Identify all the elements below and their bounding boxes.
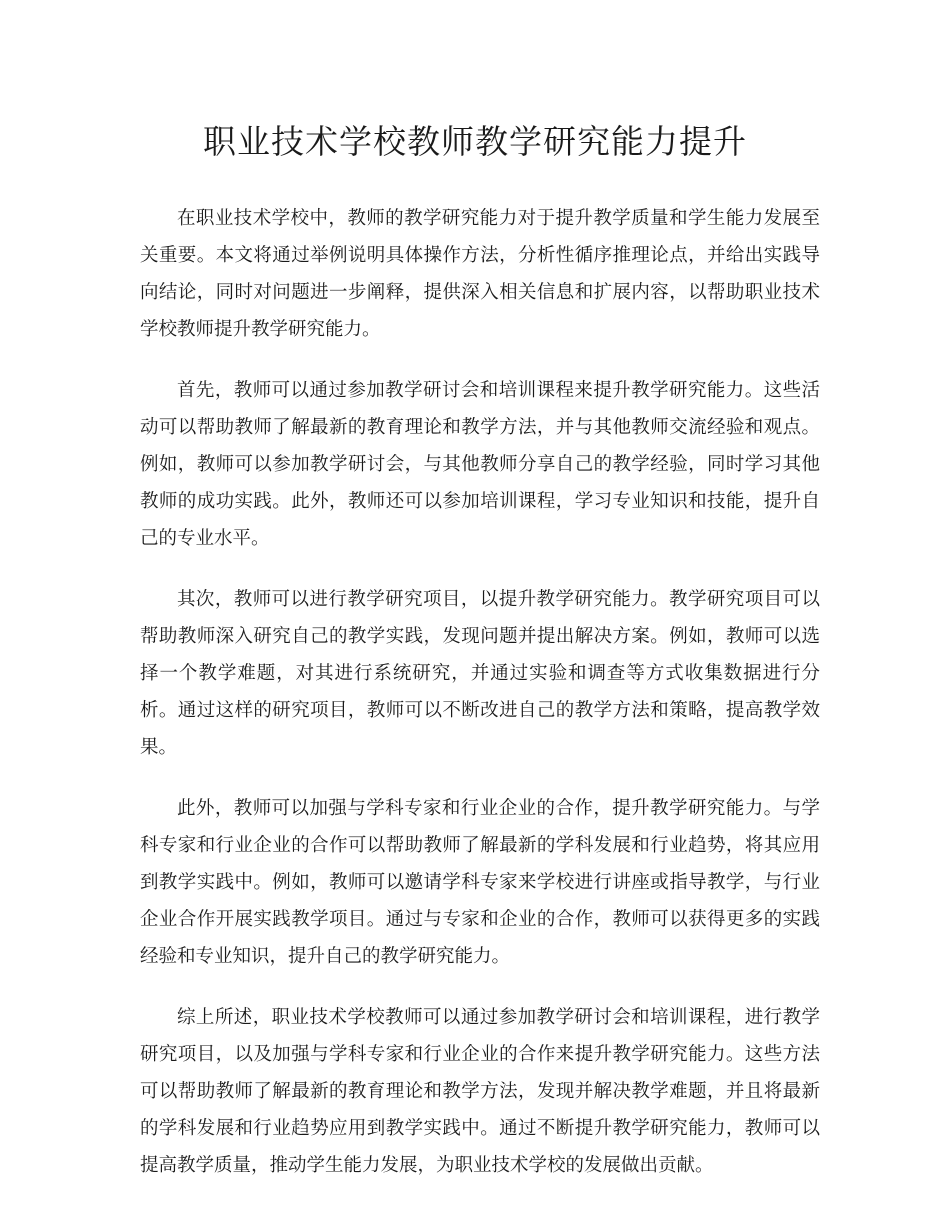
paragraph-conclusion: 综上所述，职业技术学校教师可以通过参加教学研讨会和培训课程，进行教学研究项目，以及加强与学科专家和行业企业的合作来提升教学研究能力。这些方法可以帮助教师了解最新的教育理论和教学方法，发现并解决教学难题，并且将最新的学科发展和行业趋势应用到教学实践中。通过不断提升教学研究能力，教师可以提高教学质量，推动学生能力发展，为职业技术学校的发展做出贡献。 (140, 1007, 820, 1176)
document-body (140, 200, 820, 1208)
paragraph-third: 此外，教师可以加强与学科专家和行业企业的合作，提升教学研究能力。与学科专家和行业企业的合作可以帮助教师了解最新的学科发展和行业趋势，将其应用到教学实践中。例如，教师可以邀请学科专家来学校进行讲座或指导教学，与行业企业合作开展实践教学项目。通过与专家和企业的合作，教师可以获得更多的实践经验和专业知识，提升自己的教学研究能力。 (140, 798, 820, 967)
paragraph-intro: 在职业技术学校中，教师的教学研究能力对于提升教学质量和学生能力发展至关重要。本文将通过举例说明具体操作方法，分析性循序推理论点，并给出实践导向结论，同时对问题进一步阐释，提供深入相关信息和扩展内容，以帮助职业技术学校教师提升教学研究能力。 (140, 208, 820, 340)
paragraph-second: 其次，教师可以进行教学研究项目，以提升教学研究能力。教学研究项目可以帮助教师深入研究自己的教学实践，发现问题并提出解决方案。例如，教师可以选择一个教学难题，对其进行系统研究，并通过实验和调查等方式收集数据进行分析。通过这样的研究项目，教师可以不断改进自己的教学方法和策略，提高教学效果。 (140, 589, 820, 758)
paragraph-first: 首先，教师可以通过参加教学研讨会和培训课程来提升教学研究能力。这些活动可以帮助教师了解最新的教育理论和教学方法，并与其他教师交流经验和观点。例如，教师可以参加教学研讨会，与其他教师分享自己的教学经验，同时学习其他教师的成功实践。此外，教师还可以参加培训课程，学习专业知识和技能，提升自己的专业水平。 (140, 380, 820, 549)
document-title: 职业技术学校教师教学研究能力提升 (203, 122, 747, 161)
